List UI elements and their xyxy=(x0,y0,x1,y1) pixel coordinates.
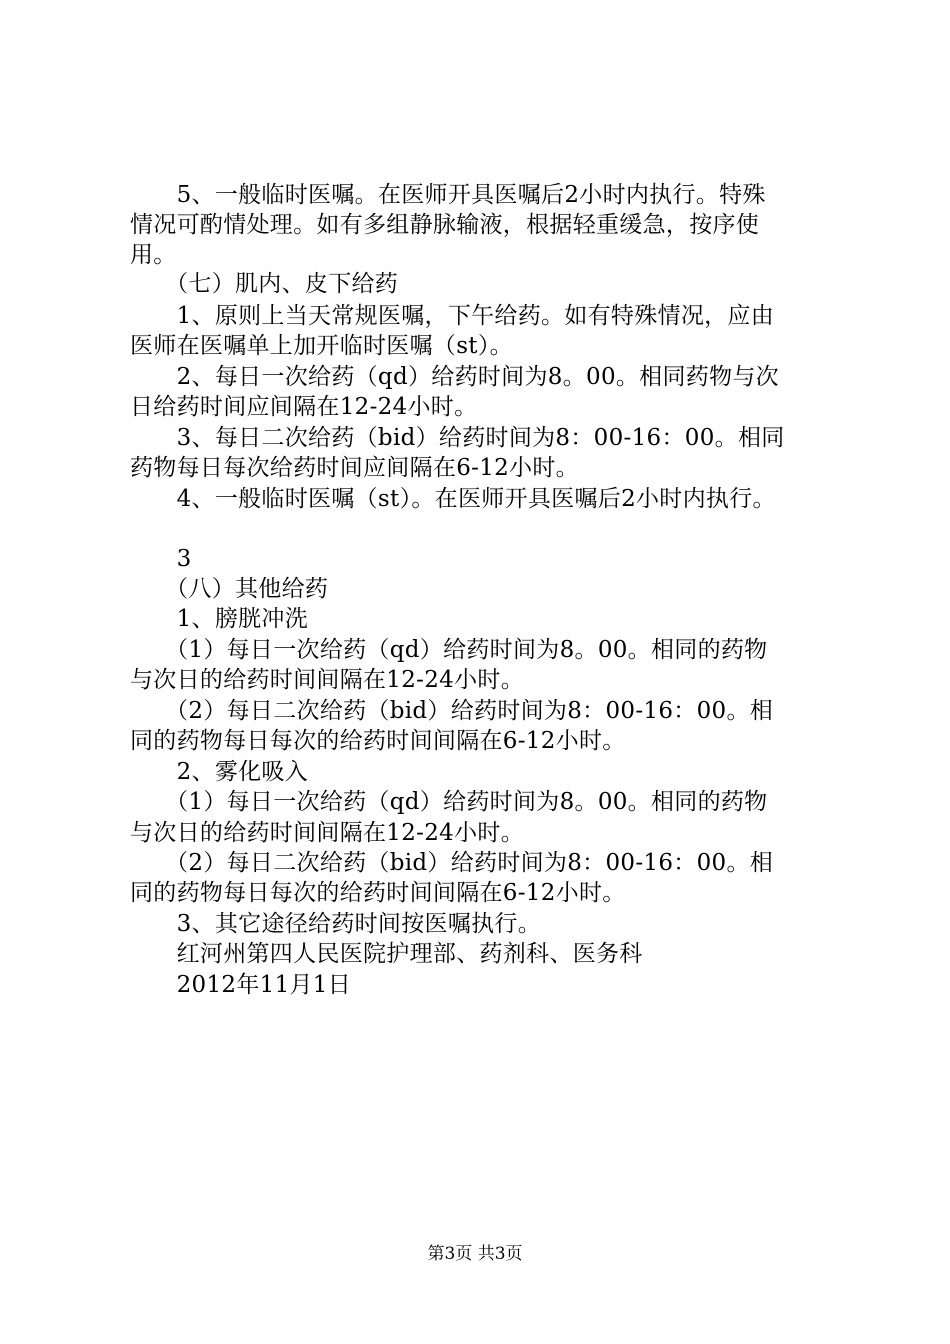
text-line: （2）每日二次给药（bid）给药时间为8：00-16：00。相 xyxy=(130,698,774,724)
text-line: 同的药物每日每次的给药时间间隔在6-12小时。 xyxy=(130,880,626,906)
text-line: 1、原则上当天常规医嘱，下午给药。如有特殊情况，应由 xyxy=(130,303,775,329)
text-line: 2、每日一次给药（qd）给药时间为8。00。相同药物与次 xyxy=(130,364,779,390)
text-line: 2、雾化吸入 xyxy=(130,759,309,785)
text-line: 3、其它途径给药时间按医嘱执行。 xyxy=(130,911,542,937)
text-line: 1、膀胱冲洗 xyxy=(130,606,309,632)
section-heading: （七）肌内、皮下给药 xyxy=(130,271,399,297)
signature-org: 红河州第四人民医院护理部、药剂科、医务科 xyxy=(130,941,643,967)
text-line: （1）每日一次给药（qd）给药时间为8。00。相同的药物 xyxy=(130,789,768,815)
text-line: 用。 xyxy=(130,242,177,268)
page-footer: 第3页 共3页 xyxy=(427,1244,523,1264)
text-line: （2）每日二次给药（bid）给药时间为8：00-16：00。相 xyxy=(130,850,774,876)
text-line: 情况可酌情处理。如有多组静脉输液，根据轻重缓急，按序使 xyxy=(130,212,760,238)
signature-date: 2012年11月1日 xyxy=(130,972,352,998)
text-line: 与次日的给药时间间隔在12-24小时。 xyxy=(130,820,525,846)
text-line: 同的药物每日每次的给药时间间隔在6-12小时。 xyxy=(130,728,626,754)
page-marker: 3 xyxy=(130,546,192,572)
text-line: 3、每日二次给药（bid）给药时间为8：00-16：00。相同 xyxy=(130,425,785,451)
text-line: 医师在医嘱单上加开临时医嘱（st）。 xyxy=(130,333,513,359)
text-line: 与次日的给药时间间隔在12-24小时。 xyxy=(130,667,525,693)
section-heading: （八）其他给药 xyxy=(130,576,329,602)
text-line: 药物每日每次给药时间应间隔在6-12小时。 xyxy=(130,455,579,481)
text-line: 4、一般临时医嘱（st）。在医师开具医嘱后2小时内执行。 xyxy=(130,486,776,512)
text-line: 日给药时间应间隔在12-24小时。 xyxy=(130,394,478,420)
text-line: 5、一般临时医嘱。在医师开具医嘱后2小时内执行。特殊 xyxy=(130,182,766,208)
text-line: （1）每日一次给药（qd）给药时间为8。00。相同的药物 xyxy=(130,637,768,663)
